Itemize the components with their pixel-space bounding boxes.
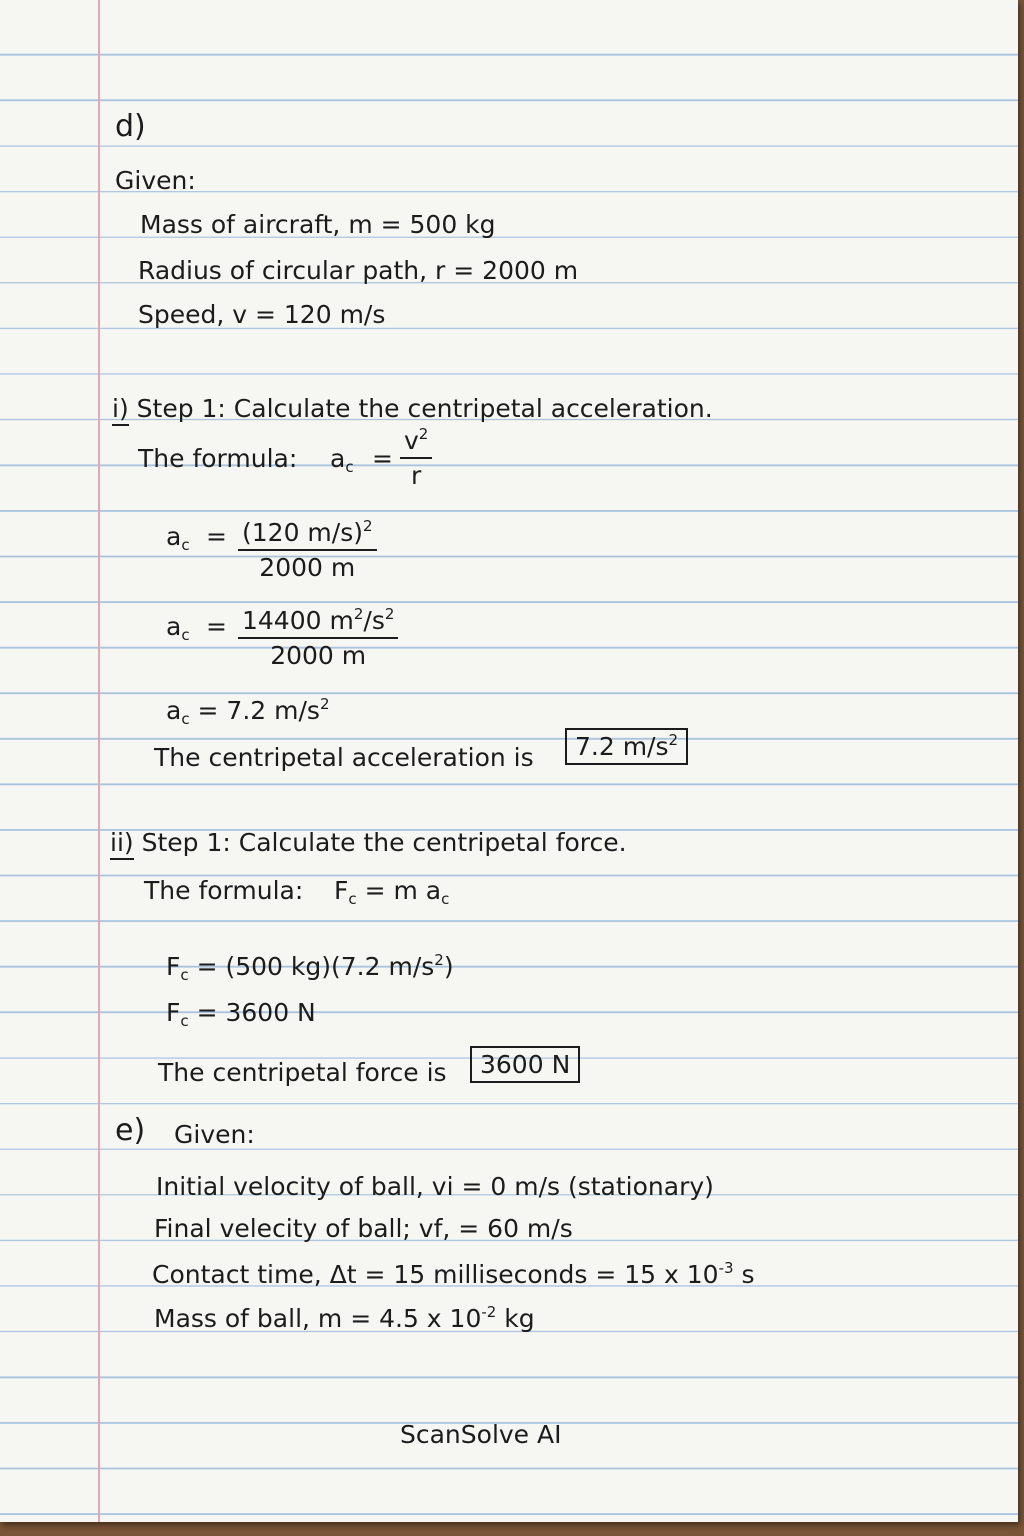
formula-denominator: r (411, 461, 422, 490)
given-mass-line: Mass of aircraft, m = 500 kg (140, 210, 496, 239)
part-ii-formula: $F_c = m$ $a_c$ (334, 876, 450, 908)
calc2-fraction: 14400 $m^2/s^2$ 2000 m (238, 608, 398, 668)
margin-line (98, 0, 100, 1522)
footer-watermark: ScanSolve AI (400, 1420, 562, 1449)
force-calc2-line: $F_c = 3600$ N (166, 998, 316, 1030)
calc2-lhs: $a_c$ (166, 612, 190, 644)
force-answer-text: The centripetal force is (158, 1058, 447, 1087)
calc1-fraction: (120 m/s)$^2$ 2000 m (238, 520, 377, 580)
calc1-eq: = (206, 522, 227, 551)
final-velocity-line: Final velecity of ball; vf, = 60 m/s (154, 1214, 573, 1243)
part-e-label: e) (115, 1113, 146, 1148)
calc3-line: $a_c = 7.2$ $m/s^2$ (166, 695, 330, 728)
part-ii-formula-label: The formula: (144, 876, 304, 905)
part-d-given-heading: Given: (115, 166, 196, 195)
part-d-label: d) (115, 109, 146, 144)
part-ii-step-line (110, 830, 627, 855)
part-i-formula-label: The formula: (138, 444, 298, 473)
part-i-step-line (112, 396, 713, 421)
ball-mass-line: Mass of ball, m = 4.5 x $10^{-2}$ kg (154, 1303, 535, 1333)
initial-velocity-line: Initial velocity of ball, vi = 0 m/s (stationary) (156, 1172, 714, 1201)
part-i-formula-lhs: $a_c$ (330, 444, 354, 476)
calc2-eq: = (206, 612, 227, 641)
part-ii-marker: ii) (110, 828, 134, 860)
calc1-lhs: $a_c$ (166, 522, 190, 554)
acceleration-answer-text: The centripetal acceleration is (154, 743, 534, 772)
acceleration-answer-box: 7.2 $m/s^2$ (565, 728, 688, 765)
part-i-formula-eq: = (372, 444, 393, 473)
part-e-given-heading: Given: (174, 1120, 255, 1149)
part-i-step-text: Step 1: Calculate the centripetal acceleration. (136, 394, 713, 423)
contact-time-line: Contact time, Δt = 15 milliseconds = 15 x $10^{-3}$ s (152, 1259, 755, 1289)
formula-numerator: $v^2$ (404, 425, 429, 455)
part-ii-step-text: Step 1: Calculate the centripetal force. (141, 828, 627, 857)
force-calc1-line: $F_c = (500$ kg)(7.2 $m/s^2$) (166, 951, 454, 984)
force-answer-box: 3600 N (470, 1046, 580, 1083)
part-i-formula-fraction (400, 425, 432, 490)
given-radius-line: Radius of circular path, r = 2000 m (138, 256, 579, 285)
given-speed-line: Speed, v = 120 m/s (138, 300, 386, 329)
part-i-marker: i) (112, 394, 129, 426)
